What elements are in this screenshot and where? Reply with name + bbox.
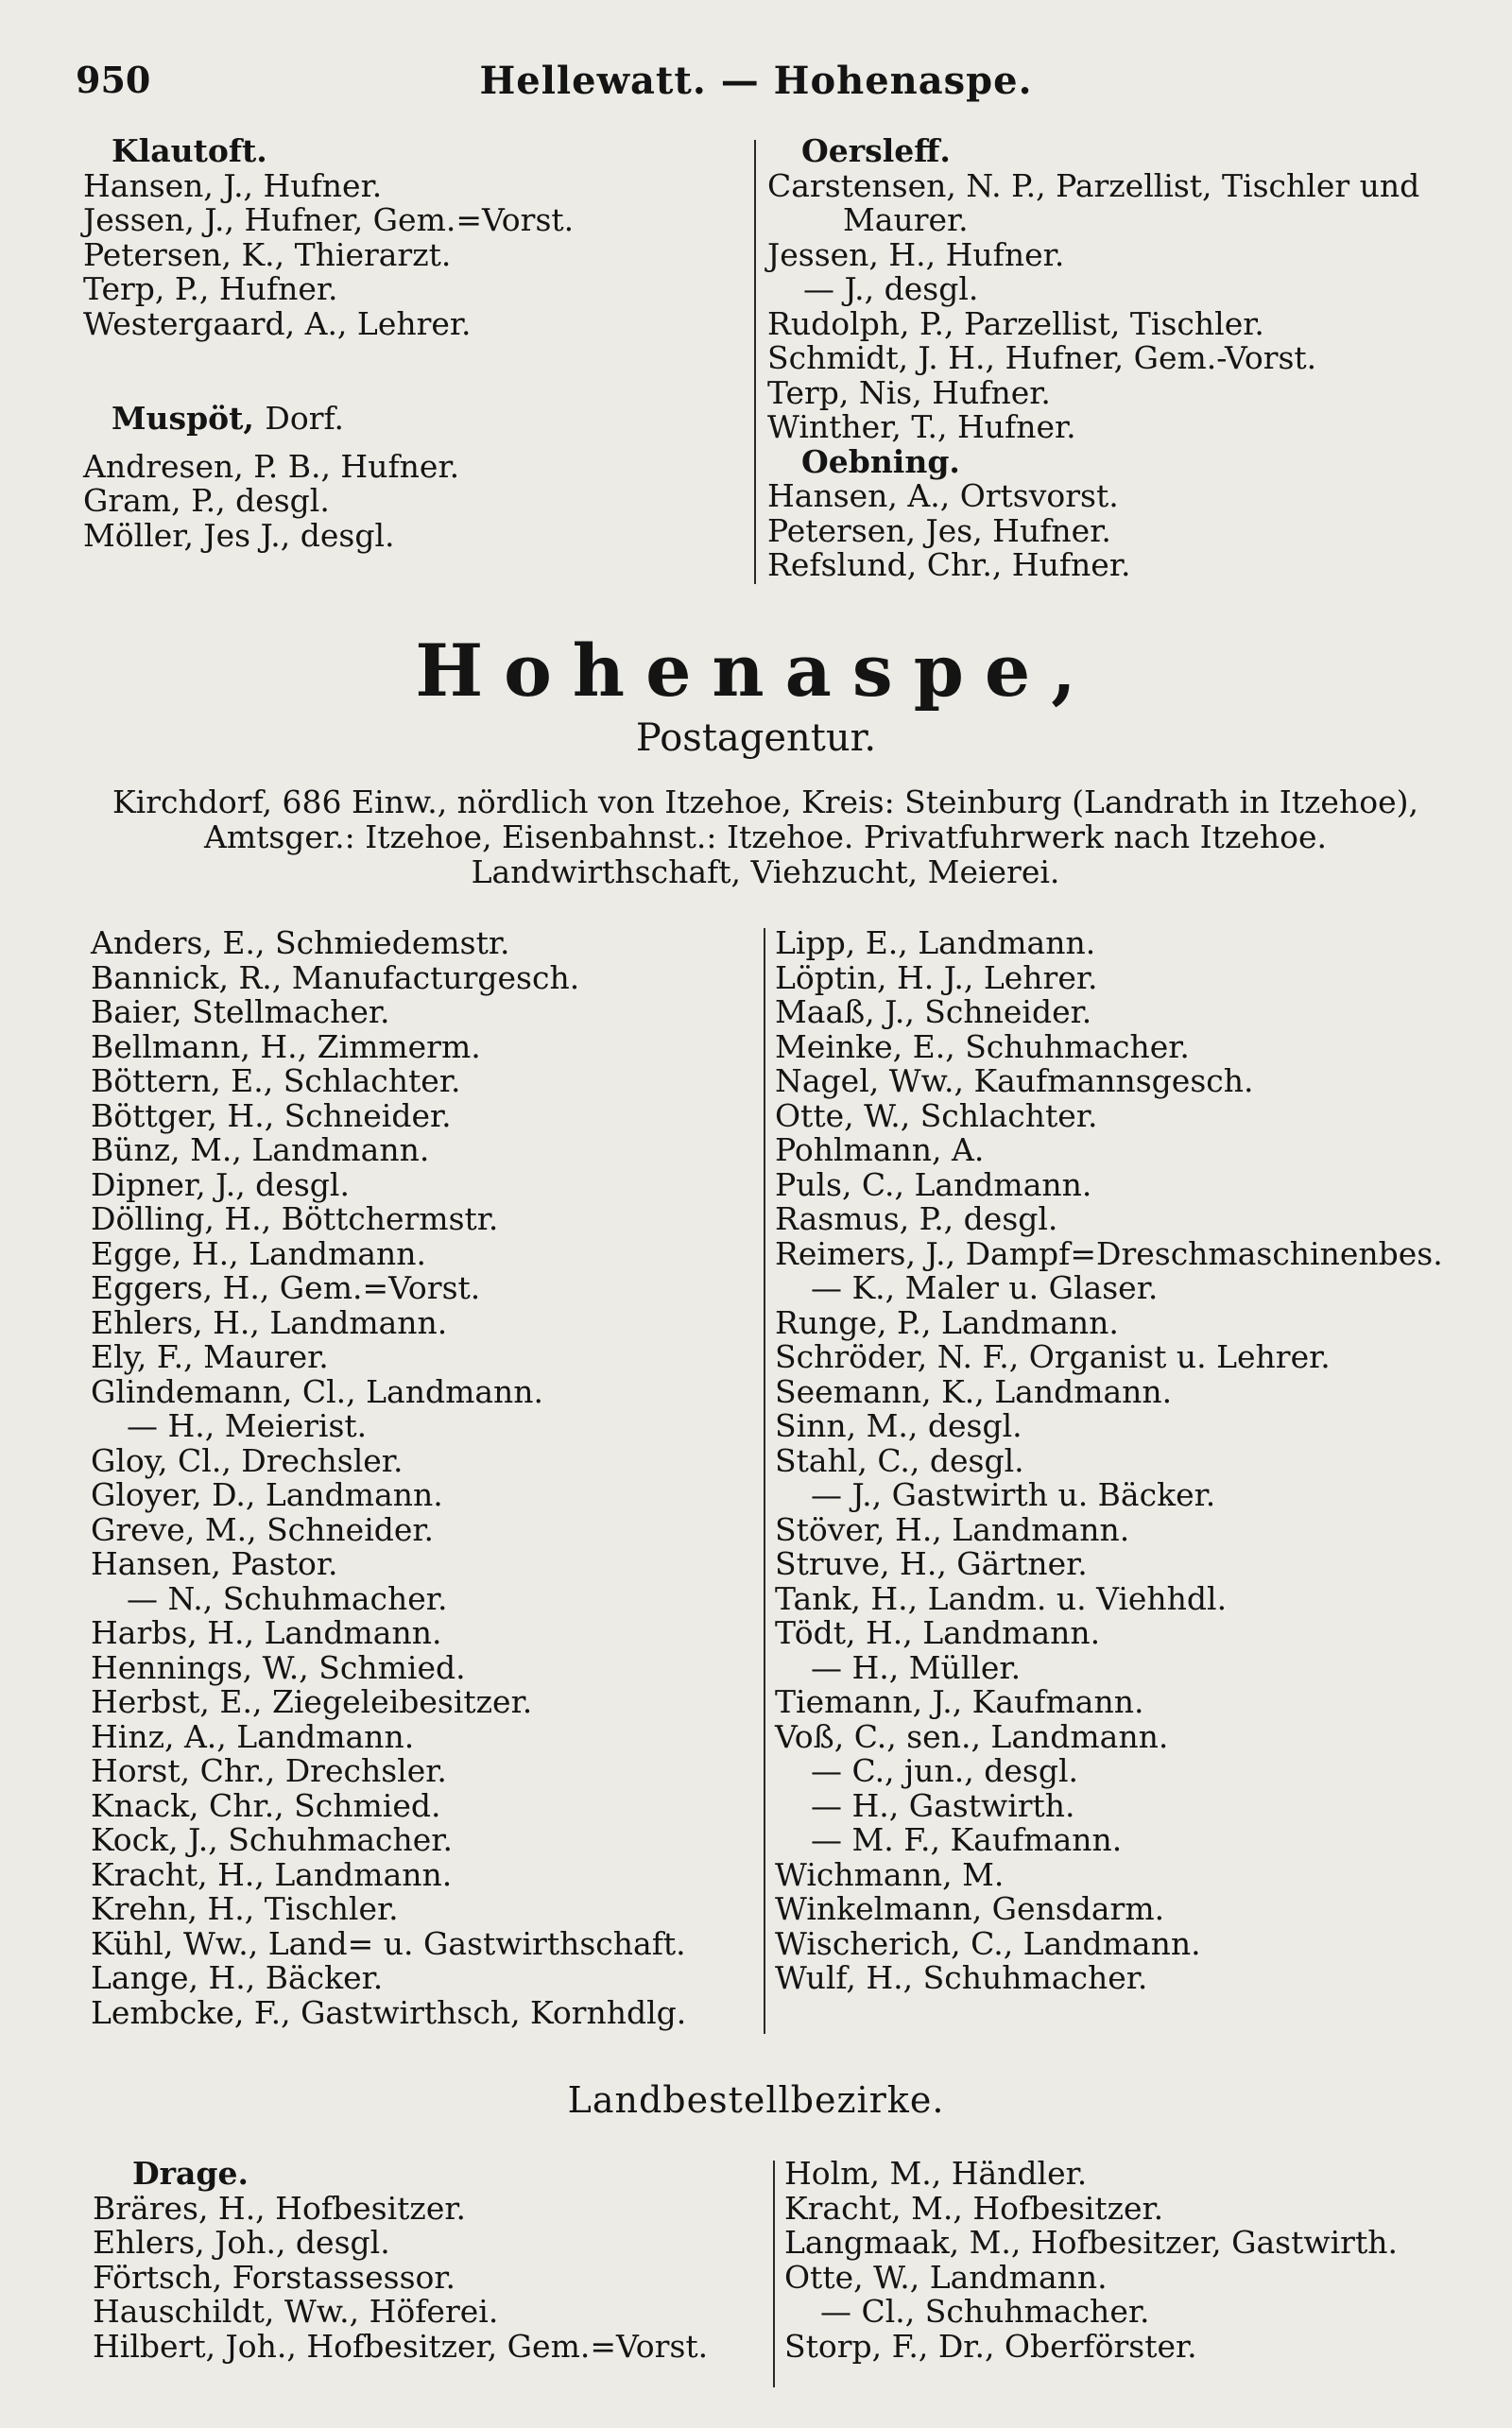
directory-entry: Struve, H., Gärtner.	[775, 1545, 1088, 1582]
directory-entry: Kracht, H., Landmann.	[91, 1855, 453, 1893]
directory-entry: Tank, H., Landm. u. Viehhdl.	[775, 1579, 1228, 1617]
directory-entry: Bannick, R., Manufacturgesch.	[91, 958, 580, 996]
directory-entry: Ehlers, Joh., desgl.	[93, 2224, 390, 2261]
directory-entry: Jessen, H., Hufner.	[767, 235, 1065, 273]
directory-entry: Kracht, M., Hofbesitzer.	[784, 2189, 1164, 2227]
directory-entry: Maaß, J., Schneider.	[775, 993, 1092, 1030]
section-heading-klautoft: Klautoft.	[112, 132, 267, 169]
landbestell-right-list	[784, 2157, 1398, 2364]
directory-entry: Wichmann, M.	[775, 1855, 1005, 1893]
directory-entry: Winther, T., Hufner.	[767, 408, 1076, 445]
directory-entry: Egge, H., Landmann.	[91, 1234, 427, 1272]
directory-entry: Terp, Nis, Hufner.	[767, 373, 1051, 411]
directory-entry: Hansen, J., Hufner.	[83, 166, 383, 204]
directory-entry: Krehn, H., Tischler.	[91, 1890, 399, 1927]
directory-entry: Anders, E., Schmiedemstr.	[91, 924, 510, 961]
directory-entry: Lipp, E., Landmann.	[775, 924, 1096, 961]
place-title: Hohenaspe,	[415, 629, 1097, 713]
directory-entry: — K., Maler u. Glaser.	[811, 1269, 1159, 1306]
directory-entry: Andresen, P. B., Hufner.	[83, 447, 460, 485]
directory-entry: Baier, Stellmacher.	[91, 993, 390, 1030]
residents-left-column	[91, 926, 686, 2030]
column-divider-residents	[764, 928, 765, 2034]
directory-entry: Greve, M., Schneider.	[91, 1510, 435, 1548]
directory-entry: Wischerich, C., Landmann.	[775, 1924, 1201, 1962]
directory-entry: Rasmus, P., desgl.	[775, 1200, 1058, 1237]
column-divider-top	[754, 140, 756, 584]
oersleff-list	[767, 166, 1420, 445]
page-header	[0, 59, 1512, 115]
directory-entry: Storp, F., Dr., Oberförster.	[784, 2327, 1197, 2365]
directory-entry: Seemann, K., Landmann.	[775, 1372, 1173, 1410]
directory-entry: Lange, H., Bäcker.	[91, 1959, 384, 1996]
klautoft-list	[83, 166, 575, 342]
directory-entry: Stöver, H., Landmann.	[775, 1510, 1130, 1548]
oebning-list	[767, 479, 1419, 583]
residents-left-list	[91, 926, 686, 2030]
directory-entry: — J., Gastwirth u. Bäcker.	[811, 1476, 1216, 1513]
directory-entry: Runge, P., Landmann.	[775, 1303, 1119, 1341]
directory-entry: — H., Gastwirth.	[811, 1786, 1075, 1824]
directory-entry: Ehlers, H., Landmann.	[91, 1303, 448, 1341]
muspoet-name: Muspöt,	[112, 400, 254, 437]
directory-entry: Schröder, N. F., Organist u. Lehrer.	[775, 1338, 1331, 1375]
page-number: 950	[76, 59, 151, 101]
landbestell-left-column	[93, 2157, 708, 2364]
directory-entry: Böttger, H., Schneider.	[91, 1096, 452, 1134]
directory-entry: Harbs, H., Landmann.	[91, 1614, 442, 1651]
directory-entry: — C., jun., desgl.	[811, 1752, 1078, 1789]
directory-entry: Schmidt, J. H., Hufner, Gem.-Vorst.	[767, 339, 1317, 376]
directory-entry: Petersen, Jes, Hufner.	[767, 511, 1111, 549]
directory-entry: Lembcke, F., Gastwirthsch, Kornhdlg.	[91, 1993, 687, 2031]
column-divider-landbestell	[773, 2161, 775, 2387]
directory-entry: Terp, P., Hufner.	[83, 270, 338, 307]
residents-right-list	[775, 926, 1443, 1996]
directory-entry: Meinke, E., Schuhmacher.	[775, 1027, 1190, 1065]
directory-entry: Carstensen, N. P., Parzellist, Tischler und	[767, 166, 1420, 204]
section-heading-oebning: Oebning.	[801, 442, 960, 480]
directory-entry: Reimers, J., Dampf=Dreschmaschinenbes.	[775, 1234, 1443, 1272]
directory-entry: Gloyer, D., Landmann.	[91, 1476, 443, 1513]
directory-entry: Böttern, E., Schlachter.	[91, 1062, 461, 1099]
directory-entry: Otte, W., Schlachter.	[775, 1096, 1098, 1134]
section-heading-muspoet	[83, 402, 574, 437]
directory-entry: Hansen, Pastor.	[91, 1545, 338, 1582]
residents-right-column	[775, 926, 1443, 1996]
directory-entry: Voß, C., sen., Landmann.	[775, 1717, 1169, 1755]
directory-entry: Sinn, M., desgl.	[775, 1407, 1022, 1444]
directory-entry: Pohlmann, A.	[775, 1131, 985, 1168]
directory-entry: Tödt, H., Landmann.	[775, 1614, 1101, 1651]
directory-entry: Holm, M., Händler.	[784, 2155, 1088, 2192]
directory-entry: Jessen, J., Hufner, Gem.=Vorst.	[83, 201, 575, 238]
directory-entry: Hennings, W., Schmied.	[91, 1648, 466, 1686]
directory-entry: Förtsch, Forstassessor.	[93, 2258, 456, 2296]
top-left-column	[83, 134, 574, 553]
directory-entry: Kock, J., Schuhmacher.	[91, 1821, 453, 1858]
directory-entry: — J., desgl.	[803, 270, 979, 307]
muspoet-suffix: Dorf.	[265, 400, 345, 437]
directory-entry: — H., Müller.	[811, 1648, 1022, 1686]
directory-entry: Westergaard, A., Lehrer.	[83, 304, 472, 342]
directory-entry: — H., Meierist.	[127, 1407, 368, 1444]
directory-entry: Hinz, A., Landmann.	[91, 1717, 415, 1755]
directory-entry: Maurer.	[843, 201, 969, 238]
directory-entry: Hansen, A., Ortsvorst.	[767, 477, 1119, 514]
directory-entry: — N., Schuhmacher.	[127, 1579, 448, 1617]
directory-entry: Horst, Chr., Drechsler.	[91, 1752, 447, 1789]
directory-entry: — Cl., Schuhmacher.	[820, 2293, 1150, 2330]
drage-list	[93, 2189, 709, 2365]
directory-entry: Langmaak, M., Hofbesitzer, Gastwirth.	[784, 2224, 1398, 2261]
directory-entry: — M. F., Kaufmann.	[811, 1821, 1123, 1858]
directory-entry: Nagel, Ww., Kaufmannsgesch.	[775, 1062, 1254, 1099]
directory-entry: Gloy, Cl., Drechsler.	[91, 1441, 404, 1479]
directory-entry: Tiemann, J., Kaufmann.	[775, 1683, 1144, 1720]
directory-entry: Rudolph, P., Parzellist, Tischler.	[767, 304, 1264, 342]
directory-entry: Otte, W., Landmann.	[784, 2258, 1108, 2296]
muspoet-list	[83, 447, 574, 554]
section-heading-drage: Drage.	[132, 2155, 249, 2192]
directory-entry: Kühl, Ww., Land= u. Gastwirthschaft.	[91, 1924, 686, 1962]
section-heading-oersleff: Oersleff.	[801, 132, 951, 169]
landbestell-right-column	[784, 2157, 1398, 2364]
directory-entry: Winkelmann, Gensdarm.	[775, 1890, 1165, 1927]
directory-entry: Herbst, E., Ziegeleibesitzer.	[91, 1683, 533, 1720]
directory-entry: Bellmann, H., Zimmerm.	[91, 1027, 481, 1065]
description-line: Amtsger.: Itzehoe, Eisenbahnst.: Itzehoe. Privatfuhrwerk nach Itzehoe.	[203, 818, 1328, 855]
directory-entry: Knack, Chr., Schmied.	[91, 1786, 441, 1824]
landbestell-label: Landbestellbezirke.	[567, 2079, 945, 2121]
directory-entry: Puls, C., Landmann.	[775, 1165, 1092, 1203]
directory-entry: Wulf, H., Schuhmacher.	[775, 1959, 1148, 1996]
directory-entry: Hilbert, Joh., Hofbesitzer, Gem.=Vorst.	[93, 2327, 709, 2365]
directory-entry: Petersen, K., Thierarzt.	[83, 235, 452, 273]
directory-entry: Bünz, M., Landmann.	[91, 1131, 430, 1168]
description-line: Landwirthschaft, Viehzucht, Meierei.	[471, 853, 1060, 890]
directory-entry: Eggers, H., Gem.=Vorst.	[91, 1269, 481, 1306]
directory-entry: Hauschildt, Ww., Höferei.	[93, 2293, 499, 2330]
directory-entry: Refslund, Chr., Hufner.	[767, 546, 1131, 583]
place-description	[85, 784, 1446, 889]
directory-entry: Bräres, H., Hofbesitzer.	[93, 2189, 466, 2227]
top-right-column	[767, 134, 1419, 583]
directory-entry: Stahl, C., desgl.	[775, 1441, 1024, 1479]
description-line: Kirchdorf, 686 Einw., nördlich von Itzehoe, Kreis: Steinburg (Landrath in Itzehoe),	[112, 784, 1418, 820]
directory-entry: Ely, F., Maurer.	[91, 1338, 329, 1375]
directory-entry: Dölling, H., Böttchermstr.	[91, 1200, 499, 1237]
directory-entry: Möller, Jes J., desgl.	[83, 516, 395, 554]
directory-entry: Gram, P., desgl.	[83, 482, 330, 519]
place-subtitle: Postagentur.	[635, 716, 877, 760]
directory-entry: Glindemann, Cl., Landmann.	[91, 1372, 544, 1410]
directory-entry: Dipner, J., desgl.	[91, 1165, 350, 1203]
running-head: Hellewatt. — Hohenaspe.	[479, 59, 1033, 103]
directory-entry: Löptin, H. J., Lehrer.	[775, 958, 1098, 996]
